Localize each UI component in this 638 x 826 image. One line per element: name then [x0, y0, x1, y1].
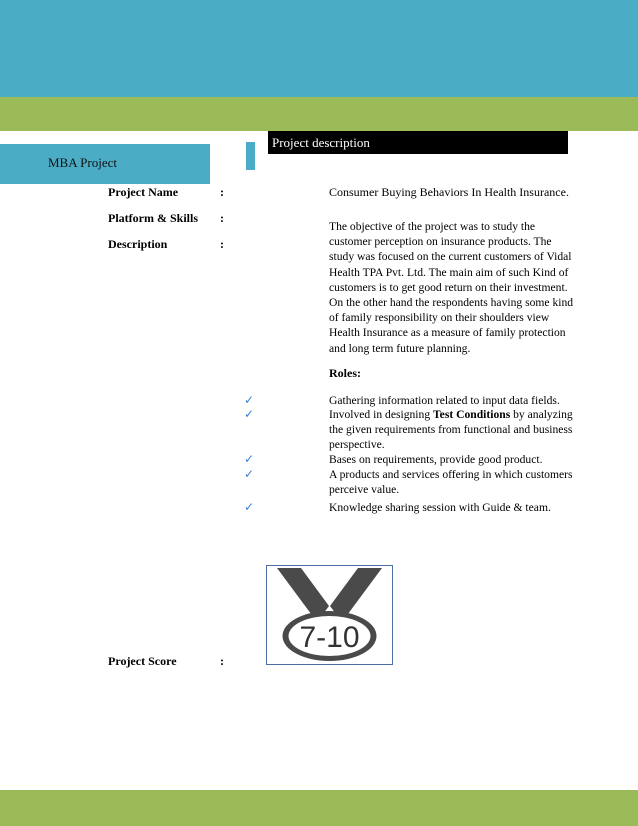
checkmark-icon: ✓: [244, 407, 255, 421]
role-item: [329, 467, 594, 497]
colon-separator: :: [220, 237, 224, 251]
checkmark-icon: ✓: [244, 500, 255, 514]
objective-line: On the other hand the respondents having some kind: [329, 296, 574, 310]
header-blue-band: [0, 0, 638, 97]
role-item: Bases on requirements, provide good product.: [329, 453, 543, 466]
footer-green-band: [0, 790, 638, 826]
checkmark-icon: ✓: [244, 393, 255, 407]
role-item-line: perspective.: [329, 438, 385, 452]
medal-icon: [267, 566, 392, 664]
role-item-line: A products and services offering in which customers: [329, 468, 573, 481]
objective-line: Health Insurance as a measure of family protection: [329, 326, 566, 340]
role-item-line: [329, 407, 594, 422]
role-item: [329, 407, 594, 453]
objective-line: and long term future planning.: [329, 341, 471, 355]
objective-line: customers is to get good return on their investment.: [329, 280, 568, 294]
section-accent-bar: [246, 142, 255, 170]
objective-line: The objective of the project was to study the: [329, 220, 536, 233]
objective-line: customer perception on insurance products. The: [329, 235, 552, 249]
checkmark-icon: ✓: [244, 467, 255, 481]
role-item: Gathering information related to input data fields.: [329, 394, 560, 407]
role-text-bold: Test Conditions: [433, 408, 511, 421]
role-text: Involved in designing: [329, 408, 434, 421]
project-score-label: Project Score: [108, 654, 177, 668]
objective-paragraph: [329, 219, 594, 356]
objective-line: study was focused on the current customers of Vidal: [329, 250, 572, 264]
colon-separator: :: [220, 654, 224, 668]
section-title: Project description: [268, 131, 568, 154]
objective-line: Health TPA Pvt. Ltd. The main aim of such Kind of: [329, 265, 569, 279]
project-name-label: Project Name: [108, 185, 179, 199]
project-title: Consumer Buying Behaviors In Health Insurance.: [329, 185, 569, 199]
role-item: Knowledge sharing session with Guide & team.: [329, 501, 551, 514]
colon-separator: :: [220, 185, 224, 199]
score-value: 7-10: [299, 621, 360, 654]
role-text: by analyzing: [510, 408, 573, 421]
colon-separator: :: [220, 211, 224, 225]
role-item-line: perceive value.: [329, 483, 400, 497]
platform-skills-label: Platform & Skills: [108, 211, 198, 225]
roles-heading: Roles:: [329, 366, 361, 380]
header-green-band: [0, 97, 638, 131]
score-medal-frame: [266, 565, 393, 665]
description-label: Description: [108, 237, 168, 251]
objective-line: of family responsibility on their shoulders view: [329, 311, 550, 325]
mba-project-label: MBA Project: [48, 155, 117, 170]
checkmark-icon: ✓: [244, 452, 255, 466]
role-item-line: the given requirements from functional and business: [329, 423, 573, 437]
